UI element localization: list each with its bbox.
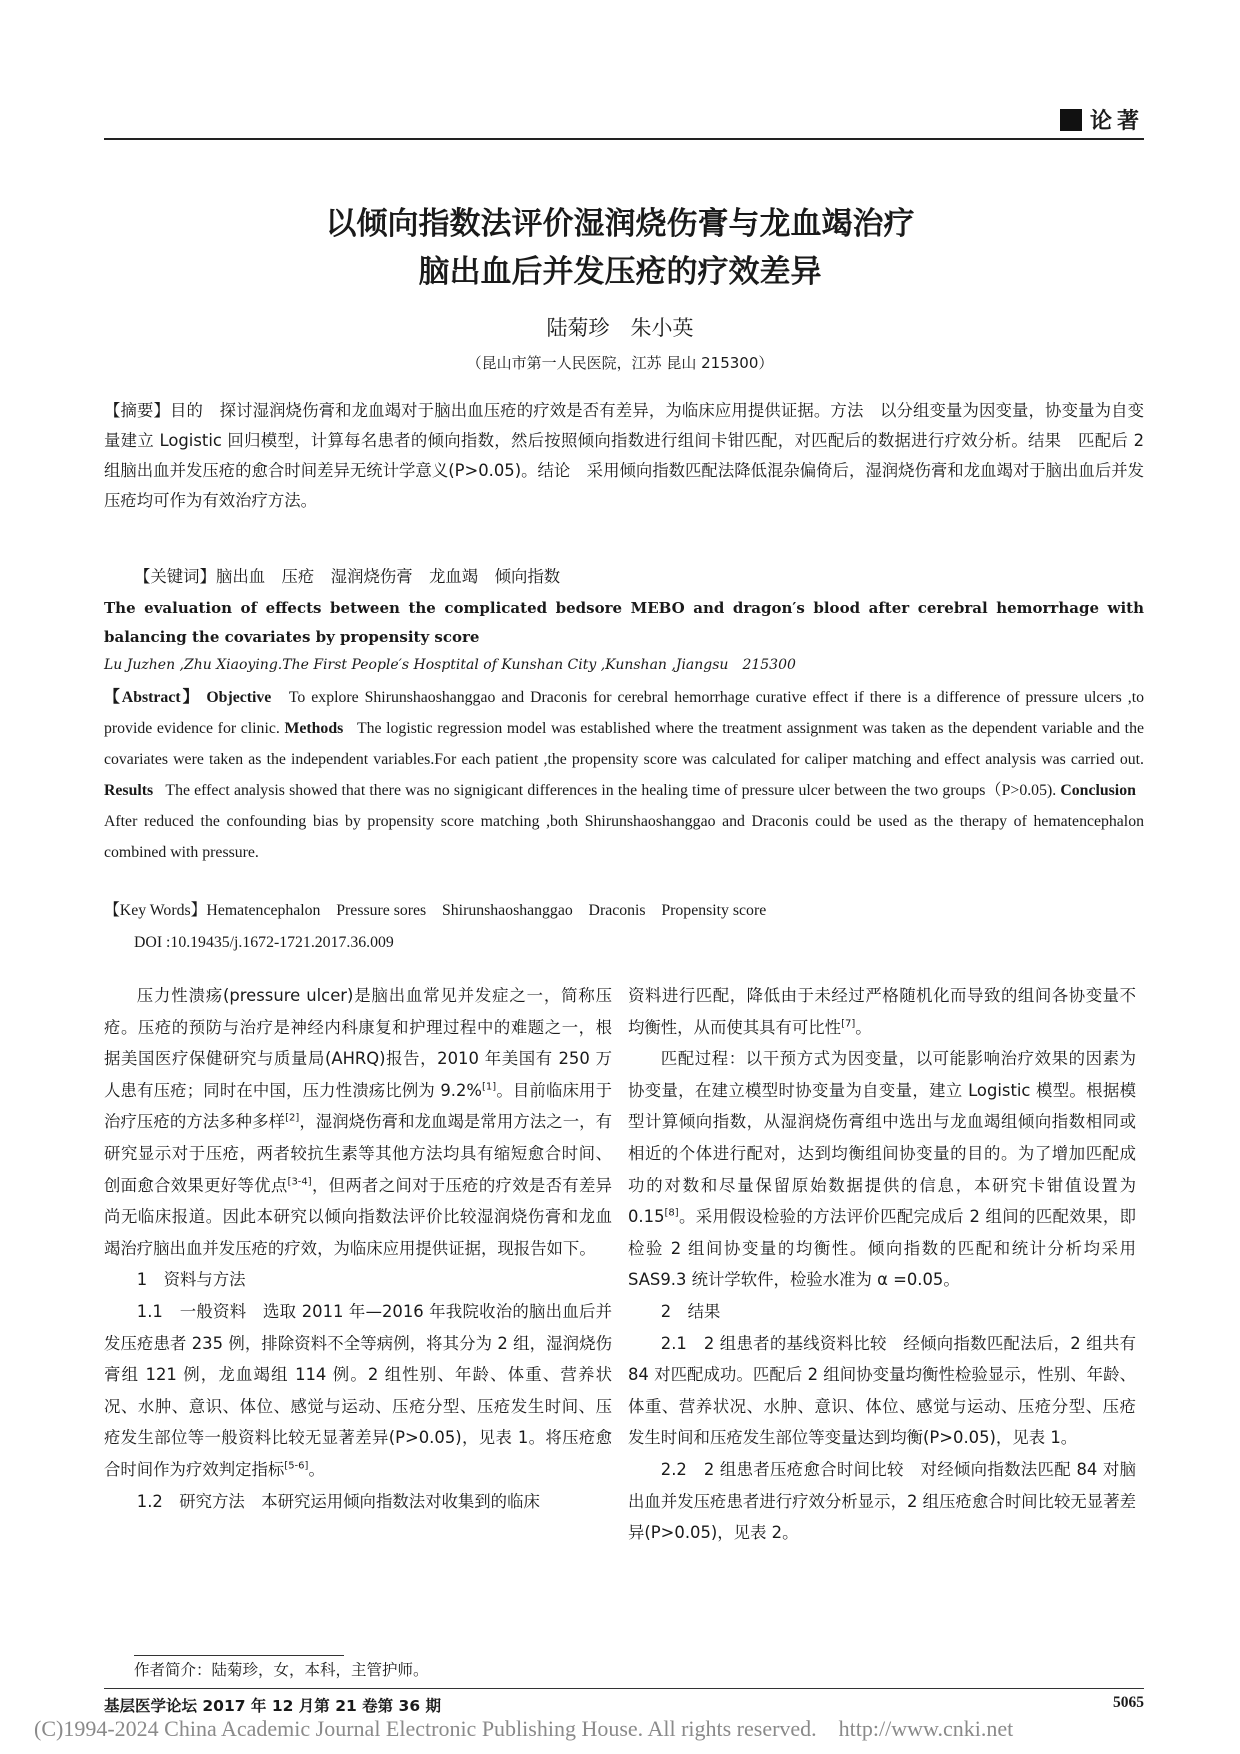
paragraph [104, 980, 612, 1264]
methods-text: The logistic regression model was established where the treatment assignment was taken as the dependent variable and the covariates were taken as the independent variables.For each patient ,the propensity score was calculated for caliper matching and effect analysis was carried out. [104, 720, 1144, 768]
title-line-2: 脑出血后并发压疮的疗效差异 [418, 254, 822, 290]
article-title [120, 200, 1120, 296]
text-run: ，但两者之间对于压疮的疗效是否有差异尚无临床报道。因此本研究以倾向指数法评价比较湿润烧伤膏和龙血竭治疗脑出血并发压疮的疗效，为临床应用提供证据，现报告如下。 [104, 1175, 613, 1258]
body-right-column [628, 980, 1136, 1549]
methods-label: Methods [284, 720, 344, 737]
keywords-cn: 【关键词】脑出血 压疮 湿润烧伤膏 龙血竭 倾向指数 [134, 567, 561, 586]
authors: 陆菊珍 朱小英 [546, 316, 694, 340]
page-number: 5065 [1113, 1694, 1144, 1711]
results-label: Results [104, 782, 154, 799]
text-run: 资料进行匹配，降低由于未经过严格随机化而导致的组间各协变量不均衡性，从而使其具有可比性 [628, 986, 1136, 1037]
footnote-rule [134, 1655, 344, 1656]
header-rule [104, 138, 1144, 140]
journal-info: 基层医学论坛 2017 年 12 月第 21 卷第 36 期 [104, 1697, 442, 1715]
text-run: 匹配过程：以干预方式为因变量，以可能影响治疗效果的因素为协变量，在建立模型时协变量为自变量，建立 Logistic 模型。根据模型计算倾向指数，从湿润烧伤膏组中选出与龙血竭组倾向指数相同或相近的个体进行配对，达到均衡组间协变量的目的。为了增加匹配成功的对数和尽量保留原始数据提供的信息，本研究卡钳值设置为 0.15 [628, 1049, 1136, 1227]
results-text: The effect analysis showed that there was no signigicant differences in the healing time of pressure ulcer between the two groups（P>0.05). [165, 782, 1057, 799]
abstract-cn: 【摘要】目的 探讨湿润烧伤膏和龙血竭对于脑出血压疮的疗效是否有差异，为临床应用提供证据。方法 以分组变量为因变量，协变量为自变量建立 Logistic 回归模型，计算每名患者的倾向指数，然后按照倾向指数进行组间卡钳匹配，对匹配后的数据进行疗效分析。结果 匹配后 2 组脑出血并发压疮的愈合时间差异无统计学意义(P>0.05)。结论 采用倾向指数匹配法降低混杂偏倚后，湿润烧伤膏和龙血竭对于脑出血后并发压疮均可作为有效治疗方法。 [104, 401, 1144, 510]
section-heading: 1 资料与方法 [136, 1270, 246, 1290]
text-run: 。 [308, 1459, 325, 1479]
conclusion-text: After reduced the confounding bias by propensity score matching ,both Shirunshaoshanggao and Draconis could be used as the therapy of hematencephalon combined with pressure. [104, 813, 1144, 861]
conclusion-label: Conclusion [1060, 782, 1136, 799]
text-run: 。目前临床用于治疗压疮的方法多种多样 [104, 1080, 612, 1132]
text-run: ，湿润烧伤膏和龙血竭是常用方法之一，有研究显示对于压疮，两者较抗生素等其他方法均具有缩短愈合时间、创面愈合效果更好等优点 [104, 1112, 613, 1195]
body-left-column [104, 980, 612, 1517]
text-run: 。 [855, 1017, 872, 1037]
affiliation: （昆山市第一人民医院，江苏 昆山 215300） [466, 354, 774, 372]
paragraph [104, 1296, 612, 1486]
copyright-watermark: (C)1994-2024 China Academic Journal Electronic Publishing House. All rights reserved. http://www.cnki.net [34, 1716, 1014, 1741]
doi: DOI :10.19435/j.1672-1721.2017.36.009 [134, 934, 394, 951]
objective-label: Objective [206, 689, 272, 706]
english-affiliation: Lu Juzhen ,Zhu Xiaoying.The First People′s Hosptital of Kunshan City ,Kunshan ,Jiangsu 215300 [104, 657, 796, 673]
paragraph [628, 980, 1136, 1043]
text-run: 。采用假设检验的方法评价匹配完成后 2 组间的匹配效果，即检验 2 组间协变量的均衡性。倾向指数的匹配和统计分析均采用 SAS9.3 统计学软件，检验水准为 α =0.05。 [628, 1207, 1136, 1290]
abstract-en-label: 【Abstract】 [104, 689, 201, 706]
square-bullet-icon [1060, 109, 1082, 131]
citation: [5-6] [284, 1460, 309, 1472]
citation: [3-4] [287, 1176, 312, 1188]
objective-text: To explore Shirunshaoshanggao and Draconis for cerebral hemorrhage curative effect if there is a difference of pressure ulcers ,to provide evidence for clinic. [104, 689, 1144, 737]
paragraph: 2.1 2 组患者的基线资料比较 经倾向指数匹配法后，2 组共有 84 对匹配成功。匹配后 2 组间协变量均衡性检验显示，性别、年龄、体重、营养状况、水肿、意识、体位、感觉与运动、压疮分型、压疮发生时间和压疮发生部位等变量达到均衡(P>0.05)，见表 1。 [628, 1333, 1136, 1448]
citation: [2] [285, 1112, 300, 1124]
section-heading: 2 结果 [660, 1301, 721, 1321]
citation: [7] [841, 1018, 856, 1030]
text-run: 压力性溃疡(pressure ulcer)是脑出血常见并发症之一，简称压疮。压疮的预防与治疗是神经内科康复和护理过程中的难题之一，根据美国医疗保健研究与质量局(AHRQ)报告，2010 年美国有 250 万人患有压疮；同时在中国，压力性溃疡比例为 9.2% [104, 986, 612, 1100]
paragraph [628, 1043, 1136, 1296]
footer-rule [104, 1688, 1144, 1689]
author-note: 作者简介：陆菊珍，女，本科，主管护师。 [134, 1661, 429, 1679]
english-title: The evaluation of effects between the complicated bedsore MEBO and dragon′s blood after cerebral hemorrhage with balancing the covariates by propensity score [104, 599, 1144, 646]
abstract-en [104, 682, 1144, 868]
citation: [1] [481, 1081, 497, 1093]
title-line-1: 以倾向指数法评价湿润烧伤膏与龙血竭治疗 [325, 206, 915, 242]
section-tag [1060, 104, 1144, 135]
section-label: 论著 [1089, 109, 1144, 134]
citation: [8] [664, 1207, 679, 1219]
paragraph: 2.2 2 组患者压疮愈合时间比较 对经倾向指数法匹配 84 对脑出血并发压疮患者进行疗效分析显示，2 组压疮愈合时间比较无显著差异(P>0.05)，见表 2。 [628, 1459, 1136, 1543]
keywords-en: 【Key Words】Hematencephalon Pressure sores Shirunshaoshanggao Draconis Propensity score [104, 902, 767, 919]
paragraph: 1.2 研究方法 本研究运用倾向指数法对收集到的临床 [136, 1491, 540, 1511]
text-run: 1.1 一般资料 选取 2011 年—2016 年我院收治的脑出血后并发压疮患者 235 例，排除资料不全等病例，将其分为 2 组，湿润烧伤膏组 121 例，龙血竭组 114 例。2 组性别、年龄、体重、营养状况、水肿、意识、体位、感觉与运动、压疮分型、压疮发生时间、压疮发生部位等一般资料比较无显著差异(P>0.05)，见表 1。将压疮愈合时间作为疗效判定指标 [104, 1301, 612, 1479]
